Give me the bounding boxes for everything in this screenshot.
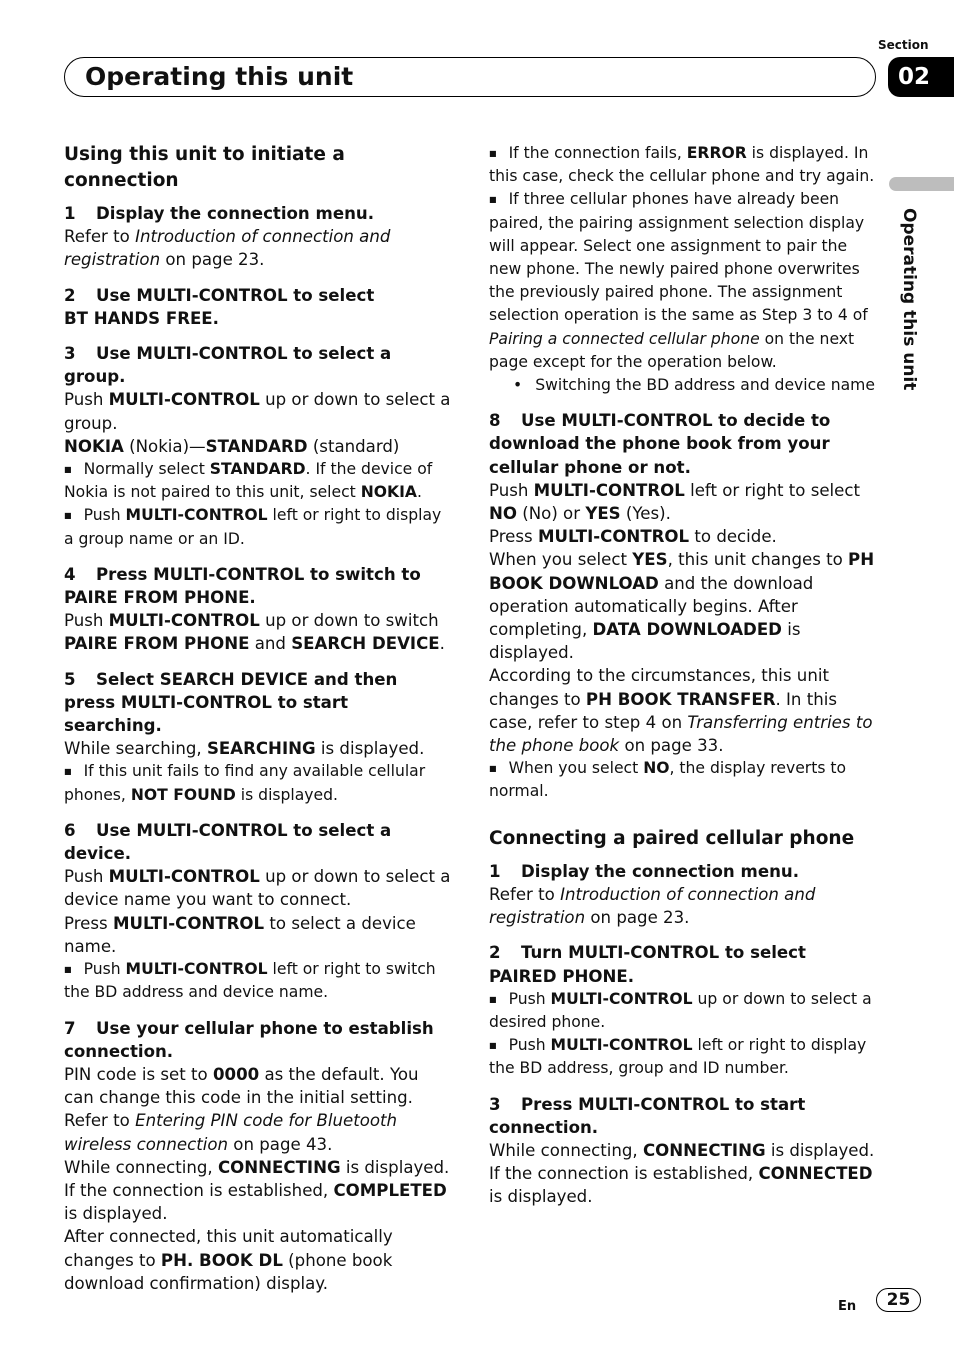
step-7-text-1: PIN code is set to 0000 as the default. You can change this code in the initial setting. Refer to Entering PIN code for Bluetooth wireless connection on page 43.	[64, 1064, 419, 1154]
connect-step-3-text-1: While connecting, CONNECTING is displayed.	[489, 1140, 875, 1160]
step-5-note: ■ If this unit fails to find any available cellular phones, NOT FOUND is displayed.	[64, 760, 451, 806]
right-column	[489, 142, 875, 1209]
step-8-text-4: According to the circumstances, this unit changes to PH BOOK TRANSFER. In this case, refer to step 4 on Transferring entries to the phone book on page 33.	[489, 666, 873, 756]
error-note: ■ If the connection fails, ERROR is displayed. In this case, check the cellular phone and try again.	[489, 142, 875, 188]
step-7-text-4: After connected, this unit automatically changes to PH. BOOK DL (phone book download confirmation) display.	[64, 1227, 393, 1293]
page-language: En	[838, 1299, 857, 1314]
step-3-options: NOKIA (Nokia)—STANDARD (standard)	[64, 436, 400, 456]
step-8-title: 8 Use MULTI-CONTROL to decide to download the phone book from your cellular phone or not.	[489, 411, 831, 477]
step-6-title: 6 Use MULTI-CONTROL to select a device.	[64, 820, 392, 864]
step-8-text-3: When you select YES, this unit changes to PH BOOK DOWNLOAD and the download operation automatically begins. After completing, DATA DOWNLOADED is displayed.	[489, 550, 875, 663]
left-column	[64, 142, 451, 1295]
step-2-title: 2 Use MULTI-CONTROL to select BT HANDS FREE.	[64, 285, 375, 328]
side-tab-marker	[889, 177, 954, 191]
connect-step-2-note-2: ■ Push MULTI-CONTROL left or right to display the BD address, group and ID number.	[489, 1034, 875, 1080]
step-4-title: 4 Press MULTI-CONTROL to switch to PAIRE FROM PHONE.	[64, 564, 421, 608]
step-6-text-1: Push MULTI-CONTROL up or down to select a device name you want to connect.	[64, 867, 451, 910]
section-heading: Using this unit to initiate a connection	[64, 144, 345, 191]
step-1-text: Refer to Introduction of connection and registration on page 23.	[64, 227, 391, 270]
section-heading-2: Connecting a paired cellular phone	[489, 827, 855, 849]
page-title: Operating this unit	[85, 62, 354, 91]
step-3-title: 3 Use MULTI-CONTROL to select a group.	[64, 344, 392, 387]
connect-step-3-title: 3 Press MULTI-CONTROL to start connection.	[489, 1094, 806, 1137]
step-5-text: While searching, SEARCHING is displayed.	[64, 739, 425, 759]
step-6-note: ■ Push MULTI-CONTROL left or right to switch the BD address and device name.	[64, 958, 451, 1004]
side-tab-label: Operating this unit	[899, 208, 919, 391]
step-3-note-1: ■ Normally select STANDARD. If the device of Nokia is not paired to this unit, select NOKIA.	[64, 458, 451, 504]
step-7-title: 7 Use your cellular phone to establish connection.	[64, 1018, 434, 1061]
step-8-text-1: Push MULTI-CONTROL left or right to select NO (No) or YES (Yes).	[489, 480, 861, 524]
section-label: Section	[878, 38, 929, 52]
pairing-bullet: • Switching the BD address and device name	[489, 374, 875, 397]
step-8-note: ■ When you select NO, the display reverts to normal.	[489, 757, 875, 803]
step-6-text-2: Press MULTI-CONTROL to select a device name.	[64, 913, 416, 956]
step-8-text-2: Press MULTI-CONTROL to decide.	[489, 527, 777, 547]
step-4-text: Push MULTI-CONTROL up or down to switch PAIRE FROM PHONE and SEARCH DEVICE.	[64, 611, 445, 654]
step-7-text-2: While connecting, CONNECTING is displayed.	[64, 1157, 450, 1177]
pairing-note: ■ If three cellular phones have already been paired, the pairing assignment selection display will appear. Select one assignment to pair the new phone. The newly paired phone overwrites the previously paired phone. The assignment selection operation is the same as Step 3 to 4 of Pairing a connected cellular phone on the next page except for the operation below.	[489, 188, 875, 374]
step-7-text-3: If the connection is established, COMPLETED is displayed.	[64, 1180, 447, 1224]
connect-step-2-note-1: ■ Push MULTI-CONTROL up or down to select a desired phone.	[489, 988, 875, 1034]
page-number: 25	[876, 1288, 921, 1312]
step-5-title: 5 Select SEARCH DEVICE and then press MULTI-CONTROL to start searching.	[64, 669, 398, 736]
section-number: 02	[888, 57, 954, 97]
step-3-text: Push MULTI-CONTROL up or down to select a group.	[64, 390, 451, 433]
connect-step-1-title: 1 Display the connection menu.	[489, 861, 800, 881]
connect-step-3-text-2: If the connection is established, CONNECTED is displayed.	[489, 1164, 873, 1207]
connect-step-1-text: Refer to Introduction of connection and registration on page 23.	[489, 884, 816, 928]
connect-step-2-title: 2 Turn MULTI-CONTROL to select PAIRED PHONE.	[489, 943, 806, 986]
step-1-title: 1 Display the connection menu.	[64, 204, 375, 223]
title-bar	[64, 57, 876, 97]
step-3-note-2: ■ Push MULTI-CONTROL left or right to display a group name or an ID.	[64, 504, 451, 550]
